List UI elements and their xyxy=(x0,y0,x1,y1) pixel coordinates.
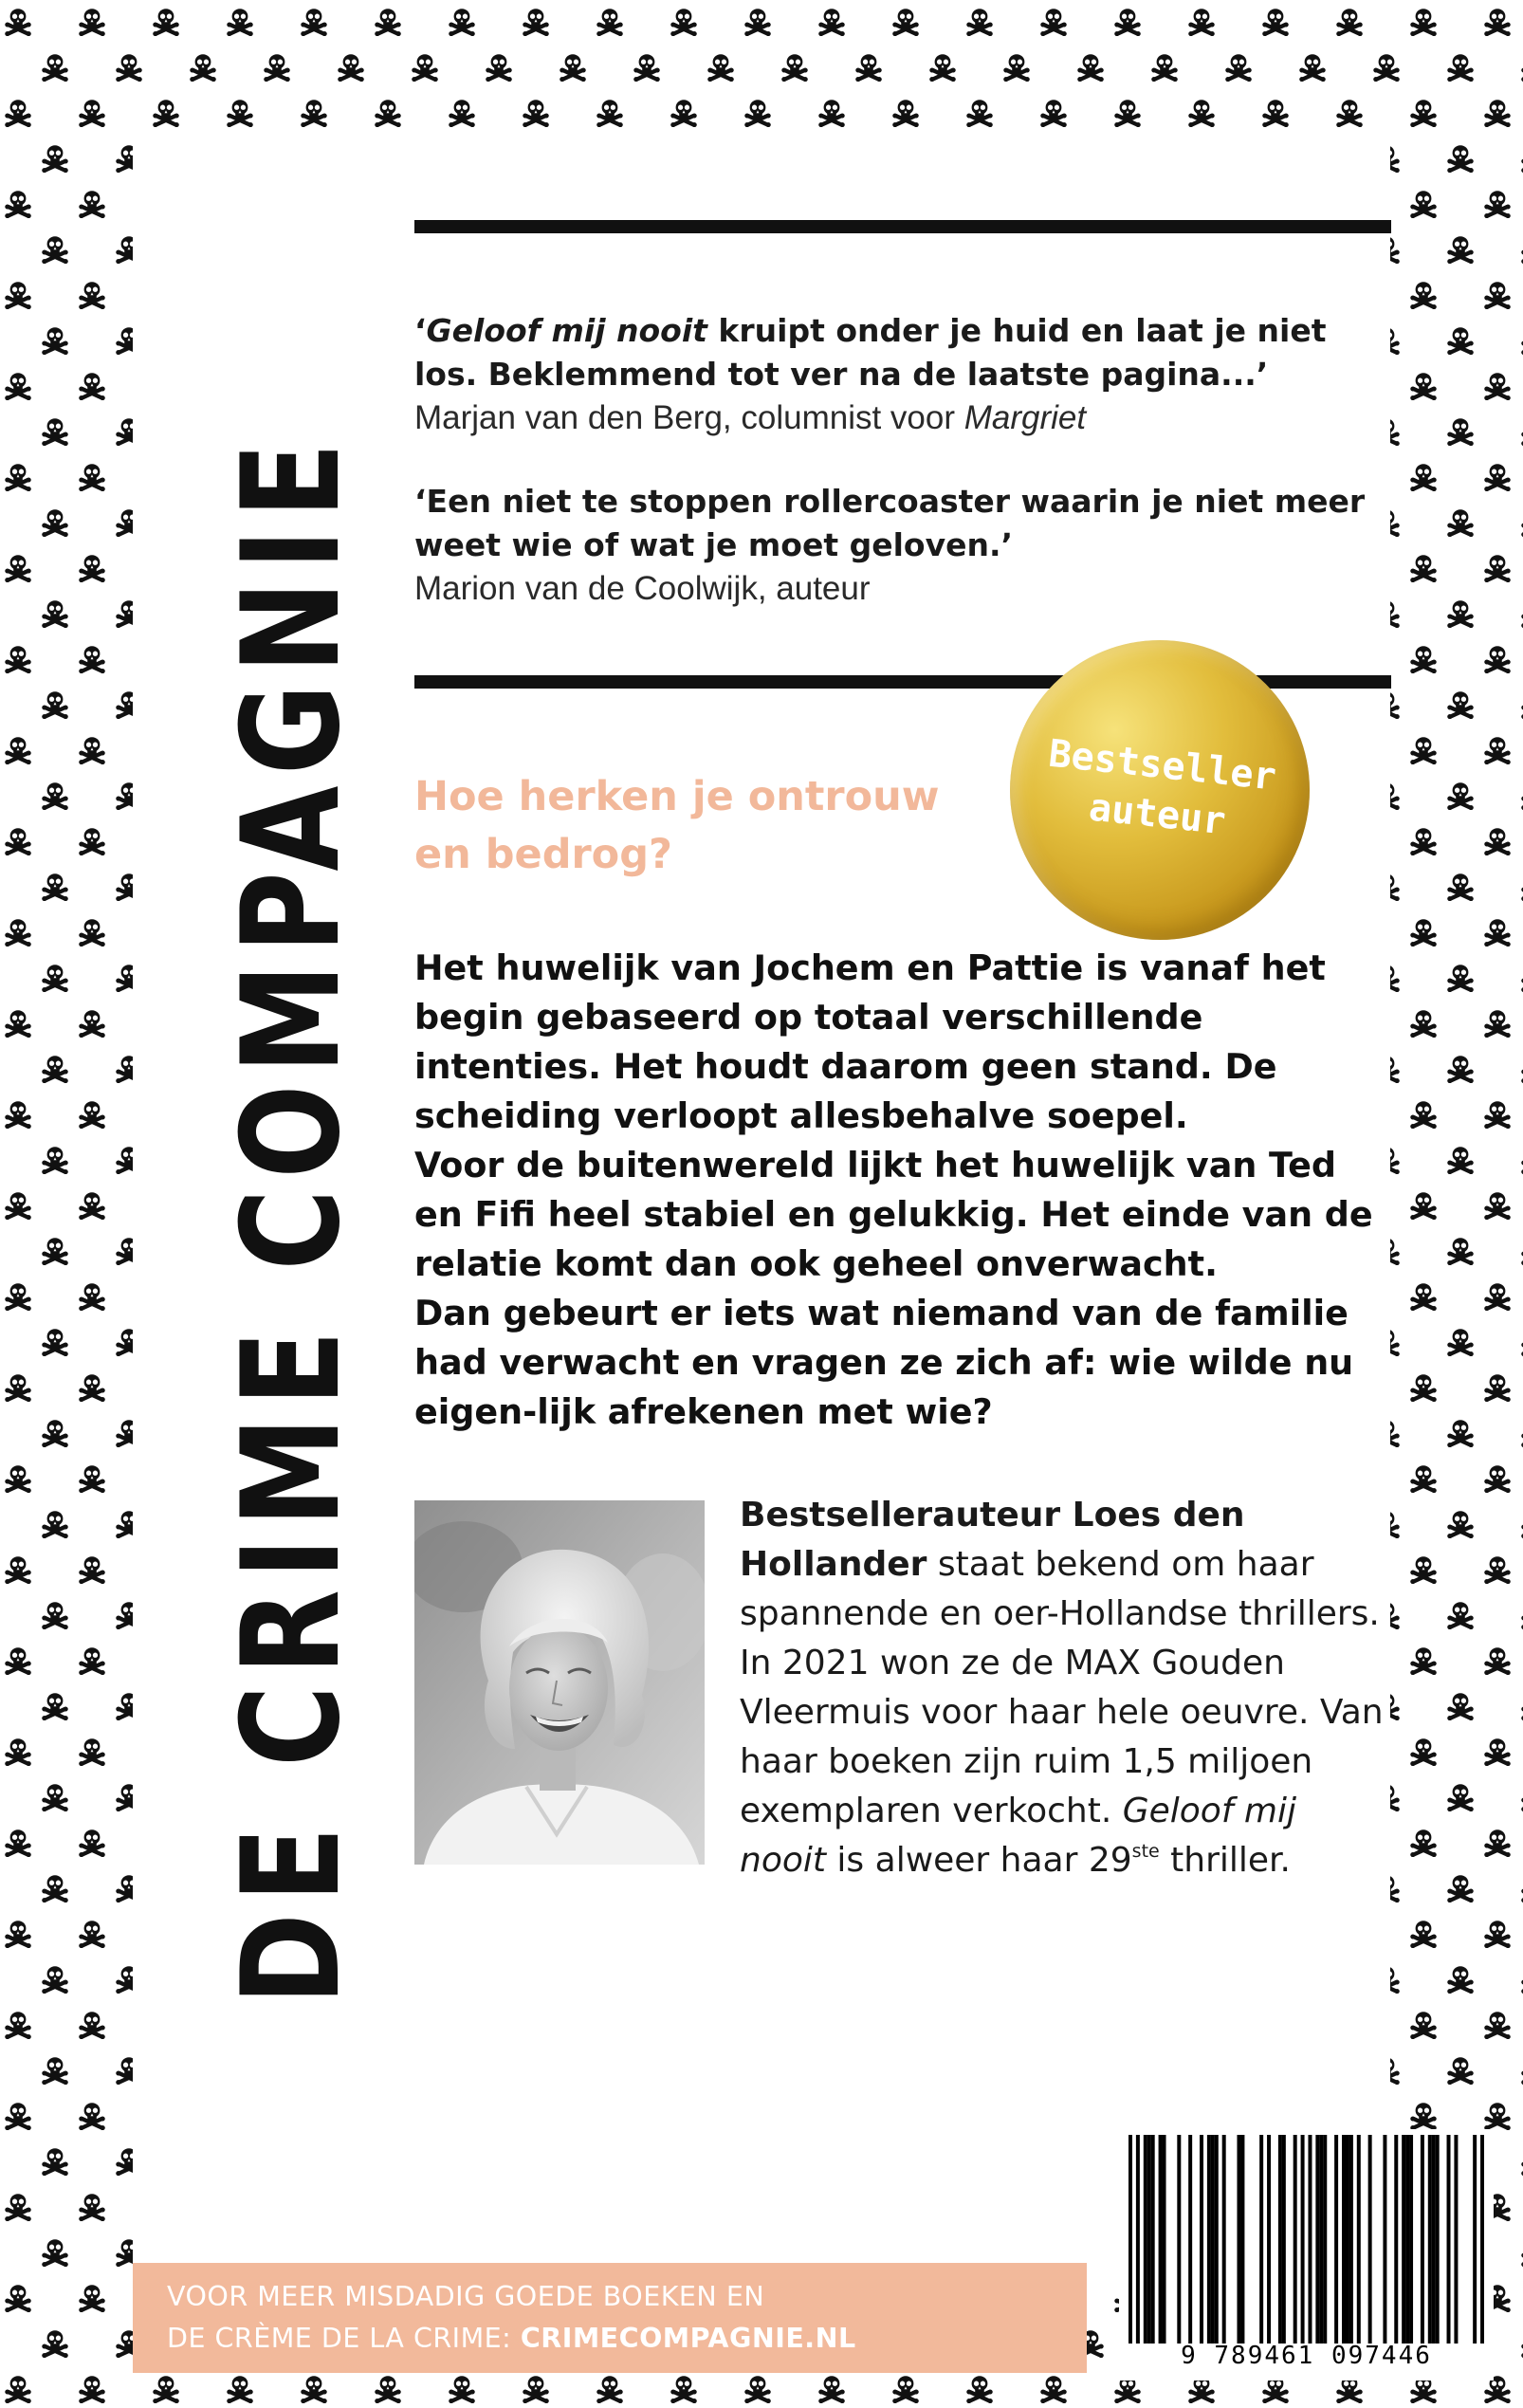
barcode-bar xyxy=(1315,2135,1319,2344)
barcode-bar xyxy=(1159,2135,1163,2344)
barcode-bar xyxy=(1267,2135,1271,2344)
promo-banner xyxy=(133,2263,1087,2373)
barcode-bar xyxy=(1294,2135,1297,2344)
author-photo xyxy=(414,1500,705,1865)
blurb-paragraph-2: Voor de buitenwereld lijkt het huwelijk van Ted en Fifi heel stabiel en gelukkig. Het einde van de relatie komt dan ook geheel onverwacht. xyxy=(414,1145,1373,1284)
barcode-bar xyxy=(1473,2135,1477,2344)
author-bio-text-1: staat bekend om haar spannende en oer-Hollandse thrillers. In 2021 won ze de MAX Gouden Vleermuis voor haar hele oeuvre. Van haar boeken zijn ruim 1,5 miljoen exemplaren verkocht. xyxy=(740,1545,1384,1830)
review-quote-1-text xyxy=(414,309,1391,396)
barcode-bar xyxy=(1188,2135,1192,2344)
barcode-bar xyxy=(1147,2135,1151,2344)
review-quote-1-magazine: Margriet xyxy=(963,399,1087,436)
bestseller-seal xyxy=(1010,640,1310,940)
barcode-bar xyxy=(1394,2135,1398,2344)
promo-line-2-prefix: DE CRÈME DE LA CRIME: xyxy=(167,2323,521,2354)
barcode-bar xyxy=(1405,2135,1409,2344)
seal-line-2: auteur xyxy=(1087,785,1228,844)
barcode-bar xyxy=(1200,2135,1203,2344)
barcode-bar xyxy=(1211,2135,1215,2344)
barcode-bar xyxy=(1259,2135,1263,2344)
barcode-bar xyxy=(1237,2135,1240,2344)
barcode-bar xyxy=(1383,2135,1386,2344)
barcode-bar xyxy=(1480,2135,1484,2344)
barcode-bar xyxy=(1428,2135,1432,2344)
author-bio-text-2: is alweer haar 29 xyxy=(825,1841,1132,1880)
barcode-bar xyxy=(1323,2135,1327,2344)
barcode-bar xyxy=(1207,2135,1211,2344)
hook-line-2: en bedrog? xyxy=(414,831,672,878)
blurb-paragraph-1: Het huwelijk van Jochem en Pattie is vanaf het begin gebaseerd op totaal verschillende intenties. Het houdt daarom geen stand. De scheiding verloopt allesbehalve soepel. xyxy=(414,947,1326,1136)
blurb xyxy=(414,944,1391,1437)
series-title-vertical xyxy=(207,318,377,2120)
barcode-bar xyxy=(1349,2135,1353,2344)
barcode-bar xyxy=(1368,2135,1372,2344)
barcode-bar xyxy=(1278,2135,1282,2344)
series-title-text: DE CRIME COMPAGNIE xyxy=(213,432,370,2006)
promo-line-1: VOOR MEER MISDADIG GOEDE BOEKEN EN xyxy=(167,2281,765,2312)
blurb-paragraph-3: Dan gebeurt er iets wat niemand van de familie had verwacht en vragen ze zich af: wie wilde nu eigen-lijk afrekenen met wie? xyxy=(414,1293,1354,1432)
seal-line-1: Bestseller xyxy=(1046,731,1278,800)
promo-website-link[interactable]: CRIMECOMPAGNIE.NL xyxy=(520,2323,856,2354)
content-panel xyxy=(133,133,1432,2370)
barcode-bar xyxy=(1222,2135,1226,2344)
hook-line-1: Hoe herken je ontrouw xyxy=(414,773,940,820)
barcode-bar xyxy=(1128,2135,1132,2344)
barcode-bar xyxy=(1240,2135,1244,2344)
barcode-bar xyxy=(1301,2135,1305,2344)
top-divider xyxy=(414,220,1391,233)
barcode-bar xyxy=(1454,2135,1458,2344)
review-quote-2-source: Marion van de Coolwijk, auteur xyxy=(414,570,871,607)
review-quote-2 xyxy=(414,480,1391,611)
barcode-bar xyxy=(1282,2135,1286,2344)
review-quote-1-source-text: Marjan van den Berg, columnist voor xyxy=(414,399,964,436)
barcode-bar xyxy=(1163,2135,1166,2344)
promo-line-2 xyxy=(167,2318,1077,2360)
barcode-bar xyxy=(1447,2135,1451,2344)
barcode-bar xyxy=(1177,2135,1181,2344)
barcode-bar xyxy=(1357,2135,1361,2344)
quote-mark-open: ‘ xyxy=(414,312,427,349)
review-quote-1-source xyxy=(414,396,1391,440)
review-quote-1 xyxy=(414,309,1391,440)
author-bio xyxy=(740,1491,1392,1885)
barcode-bar xyxy=(1151,2135,1155,2344)
barcode-bar xyxy=(1334,2135,1338,2344)
review-quote-1-book-title: Geloof mij nooit xyxy=(426,312,707,349)
barcode-bar xyxy=(1432,2135,1436,2344)
barcode-bar xyxy=(1421,2135,1424,2344)
review-quote-2-text: ‘Een niet te stoppen rollercoaster waarin je niet meer weet wie of wat je moet geloven.’ xyxy=(414,483,1366,563)
hook-question xyxy=(414,768,1002,884)
barcode-bar xyxy=(1436,2135,1440,2344)
isbn-barcode xyxy=(1119,2129,1494,2380)
barcode-bar xyxy=(1409,2135,1413,2344)
promo-text xyxy=(167,2276,1077,2360)
isbn-number: 9 789461 097446 xyxy=(1181,2342,1432,2370)
barcode-bar xyxy=(1144,2135,1147,2344)
barcode-bar xyxy=(1308,2135,1312,2344)
ordinal-suffix: ste xyxy=(1131,1841,1160,1862)
barcode-bar xyxy=(1342,2135,1346,2344)
author-name: Bestsellerauteur Loes den Hollander xyxy=(740,1496,1245,1584)
author-bio-text-3: thriller. xyxy=(1159,1841,1291,1880)
author-book-title: Geloof mij nooit xyxy=(740,1792,1297,1880)
barcode-bar xyxy=(1319,2135,1323,2344)
barcode-bar xyxy=(1136,2135,1140,2344)
barcode-bar xyxy=(1346,2135,1349,2344)
barcode-bar xyxy=(1402,2135,1405,2344)
review-quote-1-body: kruipt onder je huid en laat je niet los. Beklemmend tot ver na de laatste pagina...’ xyxy=(414,312,1327,393)
barcode-bars xyxy=(1128,2135,1484,2344)
barcode-bar xyxy=(1215,2135,1219,2344)
bestseller-seal-text xyxy=(995,625,1324,954)
